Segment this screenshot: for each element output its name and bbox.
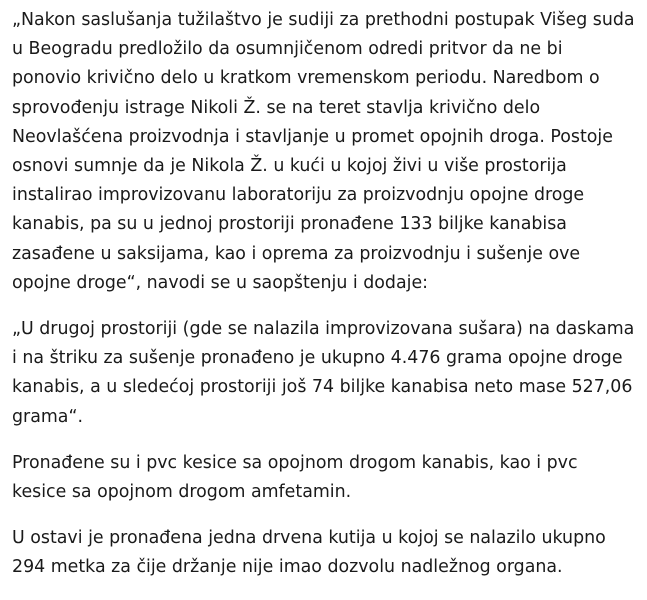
article-paragraph: „Nakon saslušanja tužilaštvo je sudiji za prethodni postupak Višeg suda u Beogradu predložilo da osumnjičenom odredi pritvor da ne bi ponovio krivično delo u kratkom vremenskom periodu. Naredbom o sprovođenju istrage Nikoli Ž. se na teret stavlja krivično delo Neovlašćena proizvodnja i stavljanje u promet opojnih droga. Postoje osnovi sumnje da je Nikola Ž. u kući u kojoj živi u više prostorija instalirao improvizovanu laboratoriju za proizvodnju opojne droge kanabis, pa su u jednoj prostoriji pronađene 133 biljke kanabisa zasađene u saksijama, kao i oprema za proizvodnju i sušenje ove opojne droge“, navodi se u saopštenju i dodaje:: [12, 10, 635, 293]
article-paragraph: U ostavi je pronađena jedna drvena kutija u kojoj se nalazilo ukupno 294 metka za čije držanje nije imao dozvolu nadležnog organa.: [12, 528, 606, 578]
article-paragraph: „U drugoj prostoriji (gde se nalazila improvizovana sušara) na daskama i na štriku za sušenje pronađeno je ukupno 4.476 grama opojne droge kanabis, a u sledećoj prostoriji još 74 biljke kanabisa neto mase 527,06 grama“.: [12, 319, 635, 427]
article-paragraph: Pronađene su i pvc kesice sa opojnom drogom kanabis, kao i pvc kesice sa opojnom drogom amfetamin.: [12, 452, 578, 503]
